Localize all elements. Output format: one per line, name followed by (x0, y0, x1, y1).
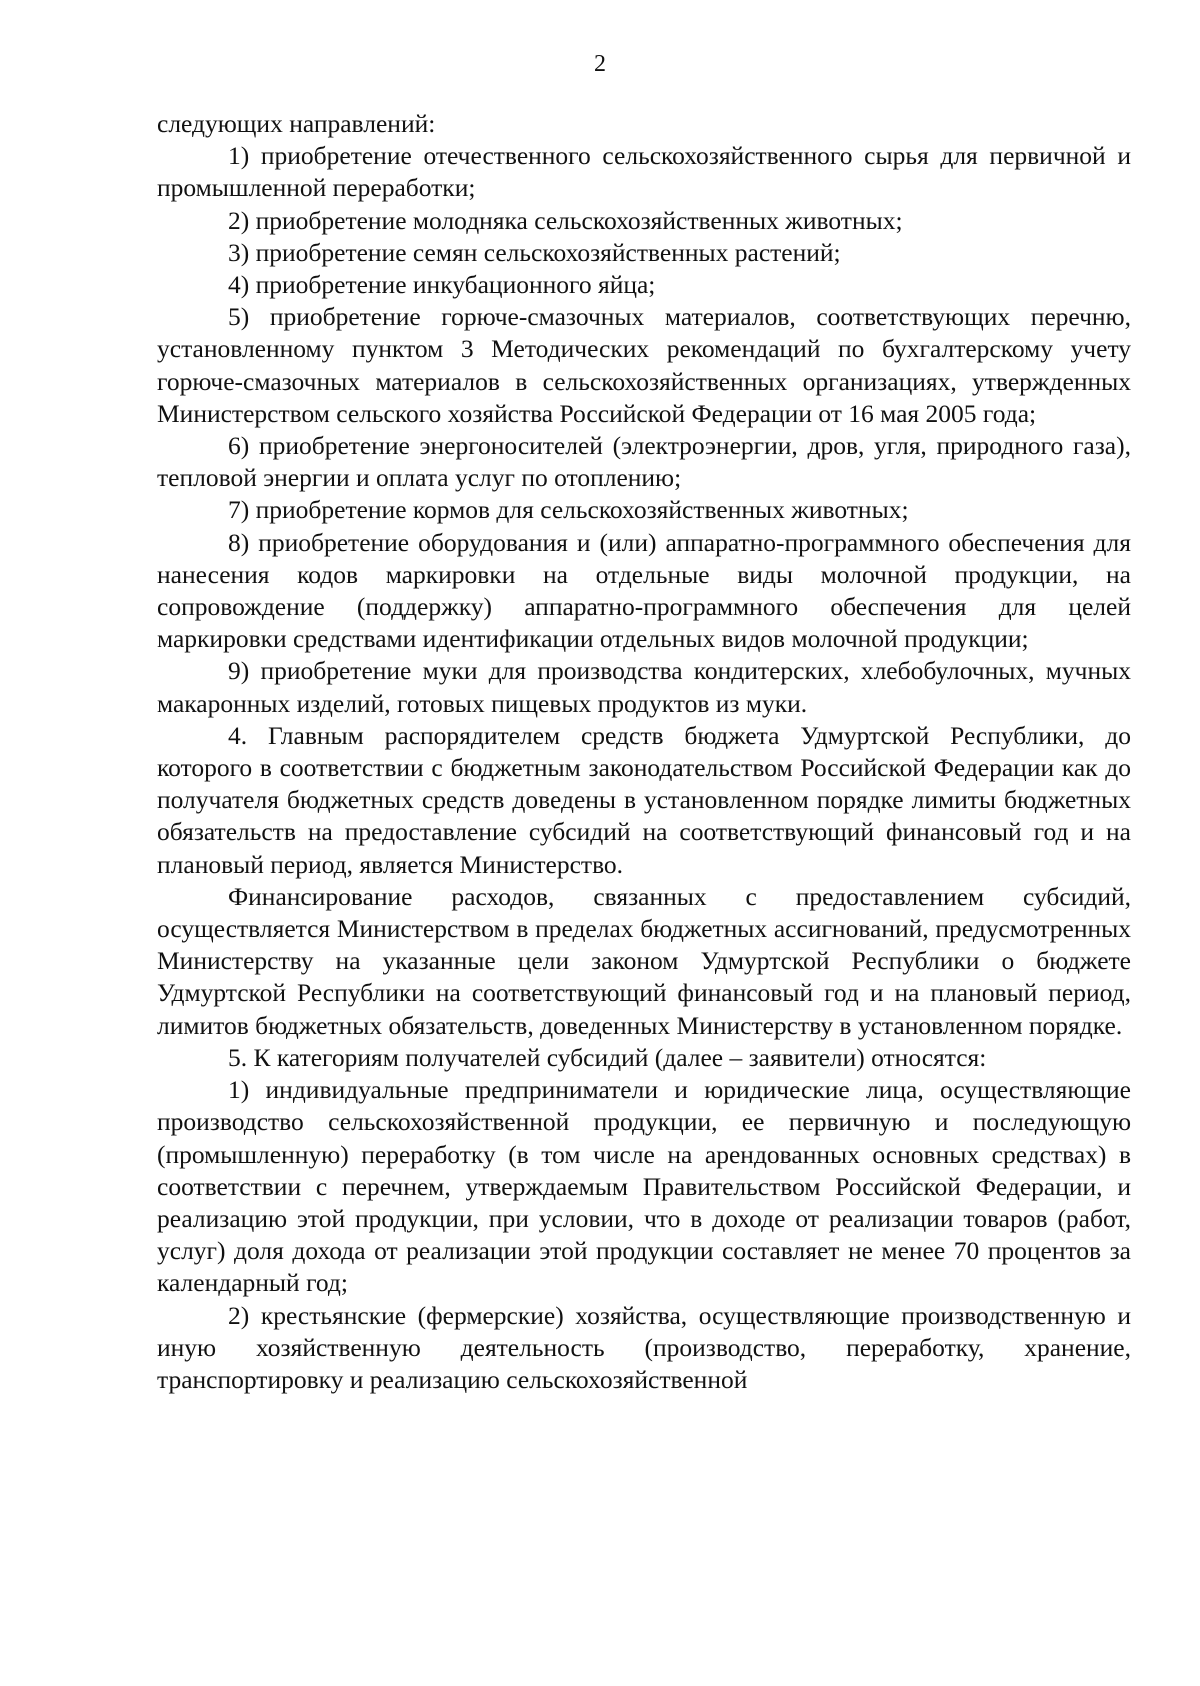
paragraph: 5) приобретение горюче-смазочных материалов, соответствующих перечню, установленному пунктом 3 Методических рекомендаций по бухгалтерскому учету горюче-смазочных материалов в сельскохозяйственных организациях, утвержденных Министерством сельского хозяйства Российской Федерации от 16 мая 2005 года; (157, 302, 1131, 428)
paragraph: 5. К категориям получателей субсидий (далее – заявители) относятся: (228, 1042, 987, 1072)
paragraph: 2) приобретение молодняка сельскохозяйственных животных; (228, 205, 903, 235)
paragraph: 1) индивидуальные предприниматели и юридические лица, осуществляющие производство сельскохозяйственной продукции, ее первичную и последующую (промышленную) переработку (в том числе на арендованных основных средствах) в соответствии с перечнем, утверждаемым Правительством Российской Федерации, и реализацию этой продукции, при условии, что в доходе от реализации товаров (работ, услуг) доля дохода от реализации этой продукции составляет не менее 70 процентов за календарный год; (157, 1075, 1131, 1298)
paragraph: 1) приобретение отечественного сельскохозяйственного сырья для первичной и промышленной переработки; (157, 141, 1131, 203)
paragraph: 8) приобретение оборудования и (или) аппаратно-программного обеспечения для нанесения кодов маркировки на отдельные виды молочной продукции, на сопровождение (поддержку) аппаратно-программного обеспечения для целей маркировки средствами идентификации отдельных видов молочной продукции; (157, 527, 1131, 654)
paragraph: 4. Главным распорядителем средств бюджета Удмуртской Республики, до которого в соответствии с бюджетным законодательством Российской Федерации как до получателя бюджетных средств доведены в установленном порядке лимиты бюджетных обязательств на предоставление субсидий на соответствующий финансовый год и на плановый период, является Министерство. (157, 720, 1131, 879)
page-number: 2 (594, 51, 606, 77)
document-body (157, 108, 1131, 1396)
paragraph: 7) приобретение кормов для сельскохозяйственных животных; (228, 495, 909, 525)
paragraph: Финансирование расходов, связанных с предоставлением субсидий, осуществляется Министерством в пределах бюджетных ассигнований, предусмотренных Министерству на указанные цели законом Удмуртской Республики о бюджете Удмуртской Республики на соответствующий финансовый год и на плановый период, лимитов бюджетных обязательств, доведенных Министерству в установленном порядке. (157, 881, 1131, 1040)
paragraph: 6) приобретение энергоносителей (электроэнергии, дров, угля, природного газа), тепловой энергии и оплата услуг по отоплению; (157, 431, 1131, 493)
paragraph: 9) приобретение муки для производства кондитерских, хлебобулочных, мучных макаронных изделий, готовых пищевых продуктов из муки. (157, 656, 1131, 718)
paragraph: 3) приобретение семян сельскохозяйственных растений; (228, 237, 841, 267)
paragraph: следующих направлений: (157, 109, 436, 138)
paragraph: 2) крестьянские (фермерские) хозяйства, осуществляющие производственную и иную хозяйственную деятельность (производство, переработку, хранение, транспортировку и реализацию сельскохозяйственной (157, 1300, 1131, 1394)
paragraph: 4) приобретение инкубационного яйца; (228, 270, 656, 300)
